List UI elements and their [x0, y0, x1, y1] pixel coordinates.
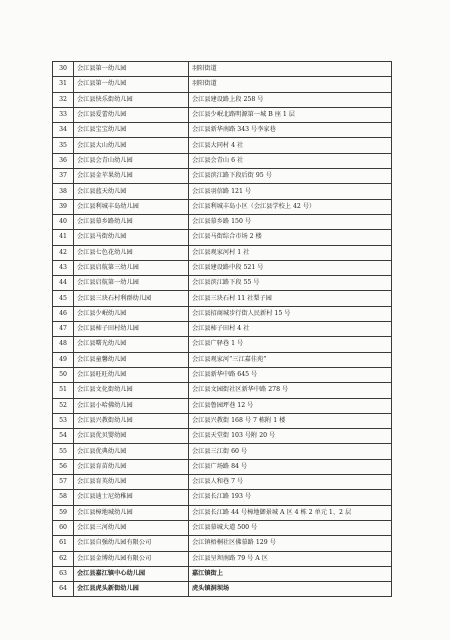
kindergarten-name: 会江县蓝天幼儿园 [74, 184, 189, 199]
kindergarten-name: 会江县第一幼儿园 [74, 77, 189, 92]
kindergarten-address: 虎头镇洞坝场 [189, 582, 392, 597]
kindergarten-address: 羽阳街道 [189, 62, 392, 77]
kindergarten-name: 会江县嘉江镇中心幼儿园 [74, 566, 189, 581]
kindergarten-table [52, 61, 392, 597]
table-row [53, 184, 392, 199]
row-number: 61 [53, 536, 74, 551]
table-row [53, 566, 392, 581]
kindergarten-address: 会江县马街综合市场 2 楼 [189, 230, 392, 245]
table-row [53, 199, 392, 214]
kindergarten-name: 会江县启航第三幼儿园 [74, 260, 189, 275]
kindergarten-name: 会江县三河幼儿园 [74, 520, 189, 535]
table-row [53, 429, 392, 444]
kindergarten-name: 会江县慕乡路幼儿园 [74, 214, 189, 229]
row-number: 30 [53, 62, 74, 77]
table-body [53, 62, 392, 597]
kindergarten-name: 会江县曙光幼儿园 [74, 337, 189, 352]
row-number: 37 [53, 169, 74, 184]
table-row [53, 551, 392, 566]
table-row [53, 169, 392, 184]
kindergarten-address: 会江县新华中路 645 号 [189, 367, 392, 382]
kindergarten-address: 会江县招商城步行街人民新村 15 号 [189, 306, 392, 321]
kindergarten-address: 会江县广驿巷 1 号 [189, 337, 392, 352]
table-row [53, 505, 392, 520]
row-number: 48 [53, 337, 74, 352]
row-number: 58 [53, 490, 74, 505]
kindergarten-address: 会江县兴教街 168 号 7 栋附 1 楼 [189, 413, 392, 428]
kindergarten-address: 会江县天堂街 103 号附 20 号 [189, 429, 392, 444]
kindergarten-name: 会江县启航第一幼儿园 [74, 276, 189, 291]
row-number: 43 [53, 260, 74, 275]
table-row [53, 536, 392, 551]
table-row [53, 383, 392, 398]
row-number: 60 [53, 520, 74, 535]
kindergarten-address: 会江县柿子田村 4 社 [189, 322, 392, 337]
kindergarten-name: 会江县金苹果幼儿园 [74, 169, 189, 184]
kindergarten-name: 会江县会青山幼儿园 [74, 153, 189, 168]
kindergarten-address: 嘉江镇街上 [189, 566, 392, 581]
table-row [53, 214, 392, 229]
row-number: 52 [53, 398, 74, 413]
table-row [53, 322, 392, 337]
kindergarten-name: 会江县旺旺幼儿园 [74, 367, 189, 382]
table-row [53, 276, 392, 291]
table-row [53, 398, 392, 413]
row-number: 53 [53, 413, 74, 428]
table-row [53, 153, 392, 168]
row-number: 38 [53, 184, 74, 199]
row-number: 49 [53, 352, 74, 367]
kindergarten-address: 会江县会青山 6 社 [189, 153, 392, 168]
kindergarten-name: 会江县童馨幼儿园 [74, 352, 189, 367]
kindergarten-name: 会江县自强幼儿园有限公司 [74, 536, 189, 551]
kindergarten-name: 会江县利城丰岛幼儿园 [74, 199, 189, 214]
row-number: 42 [53, 245, 74, 260]
kindergarten-address: 会江县滨江路下段后街 95 号 [189, 169, 392, 184]
row-number: 34 [53, 123, 74, 138]
kindergarten-address: 会江县三江街 60 号 [189, 444, 392, 459]
row-number: 57 [53, 475, 74, 490]
row-number: 59 [53, 505, 74, 520]
table-row [53, 367, 392, 382]
kindergarten-name: 会江县宝宝幼儿园 [74, 123, 189, 138]
kindergarten-address: 会江县长江路 193 号 [189, 490, 392, 505]
kindergarten-name: 会江县马街幼儿园 [74, 230, 189, 245]
row-number: 31 [53, 77, 74, 92]
kindergarten-address: 会江县羽信路 121 号 [189, 184, 392, 199]
table-row [53, 444, 392, 459]
kindergarten-name: 会江县爱蕾幼儿园 [74, 107, 189, 122]
table-row [53, 337, 392, 352]
kindergarten-address: 会江县少岷北路明源第一城 B 座 1 层 [189, 107, 392, 122]
table-row [53, 107, 392, 122]
row-number: 44 [53, 276, 74, 291]
kindergarten-name: 会江县三块石村利群幼儿园 [74, 291, 189, 306]
table-row [53, 77, 392, 92]
kindergarten-name: 会江县小哈佛幼儿园 [74, 398, 189, 413]
table-row [53, 62, 392, 77]
table-row [53, 291, 392, 306]
table-row [53, 520, 392, 535]
kindergarten-address: 羽阳街道 [189, 77, 392, 92]
row-number: 40 [53, 214, 74, 229]
kindergarten-address: 会江县呈坝南路 79 号 A 区 [189, 551, 392, 566]
kindergarten-address: 会江县观家河“三江嘉佳苑” [189, 352, 392, 367]
kindergarten-address: 会江县慕乡路 150 号 [189, 214, 392, 229]
row-number: 63 [53, 566, 74, 581]
table-row [53, 92, 392, 107]
kindergarten-name: 会江县优贝婴幼园 [74, 429, 189, 444]
kindergarten-name: 会江县第一幼儿园 [74, 62, 189, 77]
kindergarten-name: 会江县育苗幼儿园 [74, 459, 189, 474]
kindergarten-address: 会江县广场路 84 号 [189, 459, 392, 474]
row-number: 56 [53, 459, 74, 474]
kindergarten-address: 会江县三块石村 11 社梨子园 [189, 291, 392, 306]
row-number: 32 [53, 92, 74, 107]
kindergarten-name: 会江县育英幼儿园 [74, 475, 189, 490]
kindergarten-name: 会江县虎头新街幼儿园 [74, 582, 189, 597]
row-number: 51 [53, 383, 74, 398]
row-number: 50 [53, 367, 74, 382]
row-number: 36 [53, 153, 74, 168]
row-number: 41 [53, 230, 74, 245]
kindergarten-address: 会江县鲁园坪巷 12 号 [189, 398, 392, 413]
table-row [53, 138, 392, 153]
kindergarten-name: 会江县快乐街幼儿园 [74, 92, 189, 107]
row-number: 39 [53, 199, 74, 214]
table-row [53, 413, 392, 428]
kindergarten-address: 会江县大同村 4 社 [189, 138, 392, 153]
row-number: 46 [53, 306, 74, 321]
kindergarten-address: 会江县长江路 44 号樟地御景城 A 区 4 栋 2 单元 1、2 层 [189, 505, 392, 520]
row-number: 47 [53, 322, 74, 337]
kindergarten-address: 会江县建设路中段 521 号 [189, 260, 392, 275]
table-row [53, 582, 392, 597]
row-number: 54 [53, 429, 74, 444]
kindergarten-address: 会江县滨江路下段 55 号 [189, 276, 392, 291]
kindergarten-name: 会江县金博幼儿园有限公司 [74, 551, 189, 566]
kindergarten-address: 会江县利城丰岛小区（会江县学校上 42 号） [189, 199, 392, 214]
row-number: 33 [53, 107, 74, 122]
table-row [53, 260, 392, 275]
row-number: 62 [53, 551, 74, 566]
kindergarten-name: 会江县大山幼儿园 [74, 138, 189, 153]
kindergarten-address: 会江县人和巷 7 号 [189, 475, 392, 490]
table-row [53, 245, 392, 260]
table-row [53, 306, 392, 321]
kindergarten-name: 会江县迪士尼幼稚园 [74, 490, 189, 505]
row-number: 55 [53, 444, 74, 459]
kindergarten-address: 会江镇梧桐社区佛慕路 129 号 [189, 536, 392, 551]
table-row [53, 230, 392, 245]
kindergarten-name: 会江县七色花幼儿园 [74, 245, 189, 260]
kindergarten-address: 会江县文园街社区新华中路 278 号 [189, 383, 392, 398]
kindergarten-address: 会江县观家河村 1 社 [189, 245, 392, 260]
kindergarten-address: 会江县慕城大道 500 号 [189, 520, 392, 535]
row-number: 64 [53, 582, 74, 597]
kindergarten-name: 会江县兴教街幼儿园 [74, 413, 189, 428]
kindergarten-name: 会江县文化街幼儿园 [74, 383, 189, 398]
kindergarten-address: 会江县新华南路 343 号李家巷 [189, 123, 392, 138]
table-row [53, 490, 392, 505]
table-row [53, 459, 392, 474]
table-row [53, 123, 392, 138]
kindergarten-name: 会江县柿子田村幼儿园 [74, 322, 189, 337]
row-number: 35 [53, 138, 74, 153]
kindergarten-name: 会江县樟地城幼儿园 [74, 505, 189, 520]
table-row [53, 475, 392, 490]
kindergarten-address: 会江县建设路上段 258 号 [189, 92, 392, 107]
row-number: 45 [53, 291, 74, 306]
kindergarten-name: 会江县少岷幼儿园 [74, 306, 189, 321]
kindergarten-name: 会江县优典幼儿园 [74, 444, 189, 459]
table-row [53, 352, 392, 367]
